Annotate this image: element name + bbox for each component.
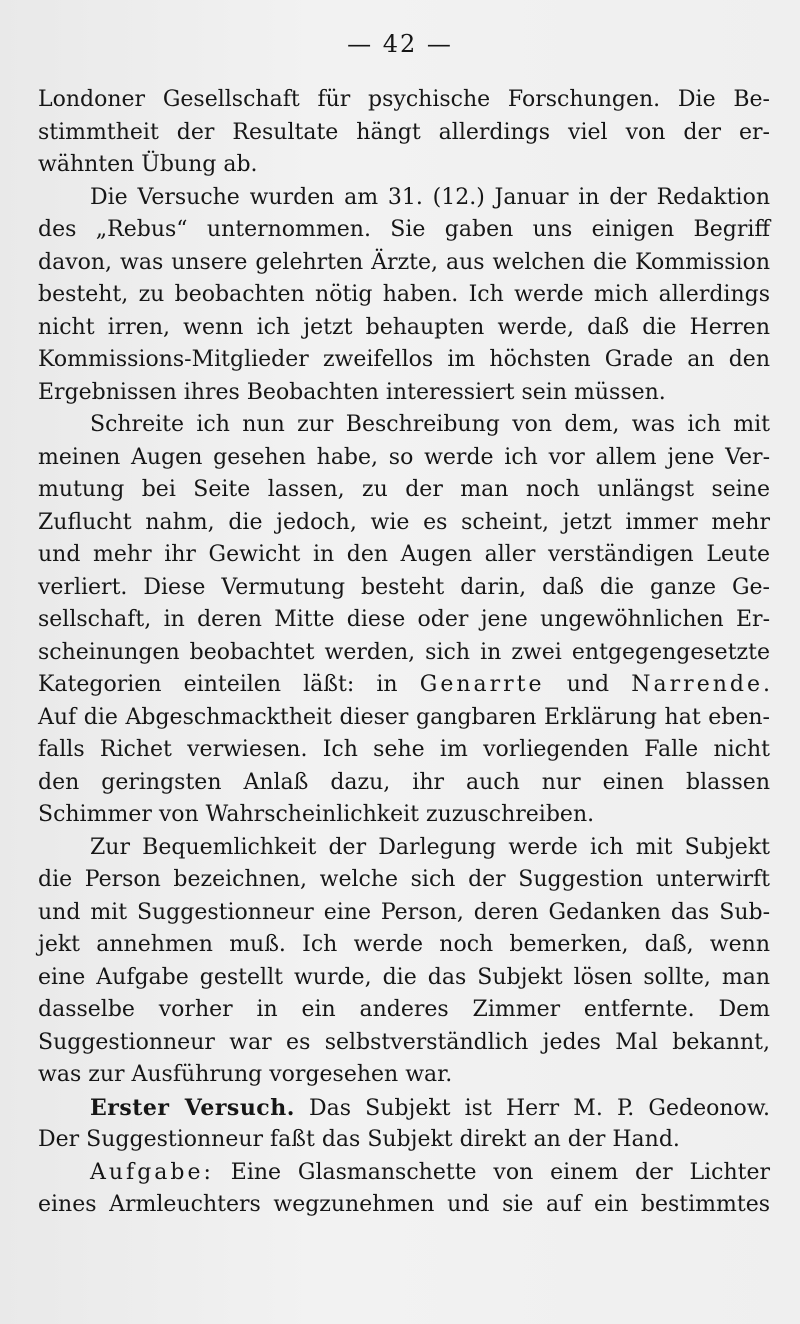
text-line: Auf die Abgeschmacktheit dieser gangbaren Erklärung hat eben-	[38, 704, 770, 730]
text-line: und mehr ihr Gewicht in den Augen aller verständigen Leute	[38, 542, 770, 567]
text-line: jekt annehmen muß. Ich werde noch bemerken, daß, wenn	[38, 932, 770, 957]
text-line: Schimmer von Wahrscheinlichkeit zuzuschreiben.	[38, 802, 595, 827]
aufgabe-text: Eine Glasmanschette von einem der Lichter	[230, 1159, 770, 1185]
text-line: Ergebnissen ihres Beobachten interessiert sein müssen.	[38, 379, 666, 405]
text-line: eine Aufgabe gestellt wurde, die das Subjekt lösen sollte, man	[38, 964, 770, 990]
text-line: stimmtheit der Resultate hängt allerdings viel von der er-	[38, 119, 770, 145]
text-line: Die Versuche wurden am 31. (12.) Januar in der Redaktion	[90, 184, 770, 210]
text-line: Kategorien einteilen läßt: in Genarrte und Narrende.	[38, 672, 770, 697]
text-line: eines Armleuchters wegzunehmen und sie auf ein bestimmtes	[38, 1192, 770, 1217]
aufgabe-line	[38, 1157, 770, 1190]
text-line: davon, was unsere gelehrten Ärzte, aus welchen die Kommission	[38, 249, 770, 275]
emphasis-narrende: Narrende	[631, 672, 763, 697]
text-line: nicht irren, wenn ich jetzt behaupten werde, daß die Herren	[38, 314, 770, 340]
text-line: Schreite ich nun zur Beschreibung von dem, was ich mit	[90, 412, 770, 437]
text-line: besteht, zu beobachten nötig haben. Ich werde mich allerdings	[38, 282, 770, 307]
body-text	[38, 84, 770, 1222]
text-line: dasselbe vorher in ein anderes Zimmer entfernte. Dem	[38, 997, 770, 1022]
text-line: und mit Suggestionneur eine Person, deren Gedanken das Sub-	[38, 899, 770, 925]
text-line: scheinungen beobachtet werden, sich in zwei entgegengesetzte	[38, 639, 770, 665]
text-line: den geringsten Anlaß dazu, ihr auch nur einen blassen	[38, 769, 770, 795]
aufgabe-label: Aufgabe:	[90, 1159, 214, 1185]
text-line: was zur Ausführung vorgesehen war.	[38, 1062, 453, 1087]
text-line: Londoner Gesellschaft für psychische Forschungen. Die Be-	[38, 87, 770, 112]
text-line: Der Suggestionneur faßt das Subjekt direkt an der Hand.	[38, 1127, 680, 1152]
text-line: mutung bei Seite lassen, zu der man noch unlängst seine	[38, 477, 770, 502]
text-line: Suggestionneur war es selbstverständlich jedes Mal bekannt,	[38, 1029, 770, 1055]
emphasis-genarrte: Genarrte	[419, 672, 545, 697]
text-line: falls Richet verwiesen. Ich sehe im vorliegenden Falle nicht	[38, 737, 770, 762]
versuch-text: Das Subjekt ist Herr M. P. Gedeonow.	[309, 1095, 770, 1121]
text-line: Zuflucht nahm, die jedoch, wie es scheint, jetzt immer mehr	[38, 509, 770, 535]
text-line: verliert. Diese Vermutung besteht darin, daß die ganze Ge-	[38, 574, 770, 600]
text-line: wähnten Übung ab.	[38, 152, 258, 177]
text-line: des „Rebus“ unternommen. Sie gaben uns einigen Begriff	[38, 217, 770, 242]
text-line: die Person bezeichnen, welche sich der Suggestion unterwirft	[38, 867, 770, 892]
text-line: meinen Augen gesehen habe, so werde ich vor allem jene Ver-	[38, 444, 770, 470]
versuch-heading: Erster Versuch.	[90, 1094, 295, 1121]
text-line: Zur Bequemlichkeit der Darlegung werde ich mit Subjekt	[90, 834, 770, 860]
text-line: Kommissions-Mitglieder zweifellos im höchsten Grade an den	[38, 347, 770, 372]
page-number: — 42 —	[347, 30, 453, 58]
versuch-line	[38, 1092, 770, 1125]
text-line: sellschaft, in deren Mitte diese oder jene ungewöhnlichen Er-	[38, 607, 770, 632]
